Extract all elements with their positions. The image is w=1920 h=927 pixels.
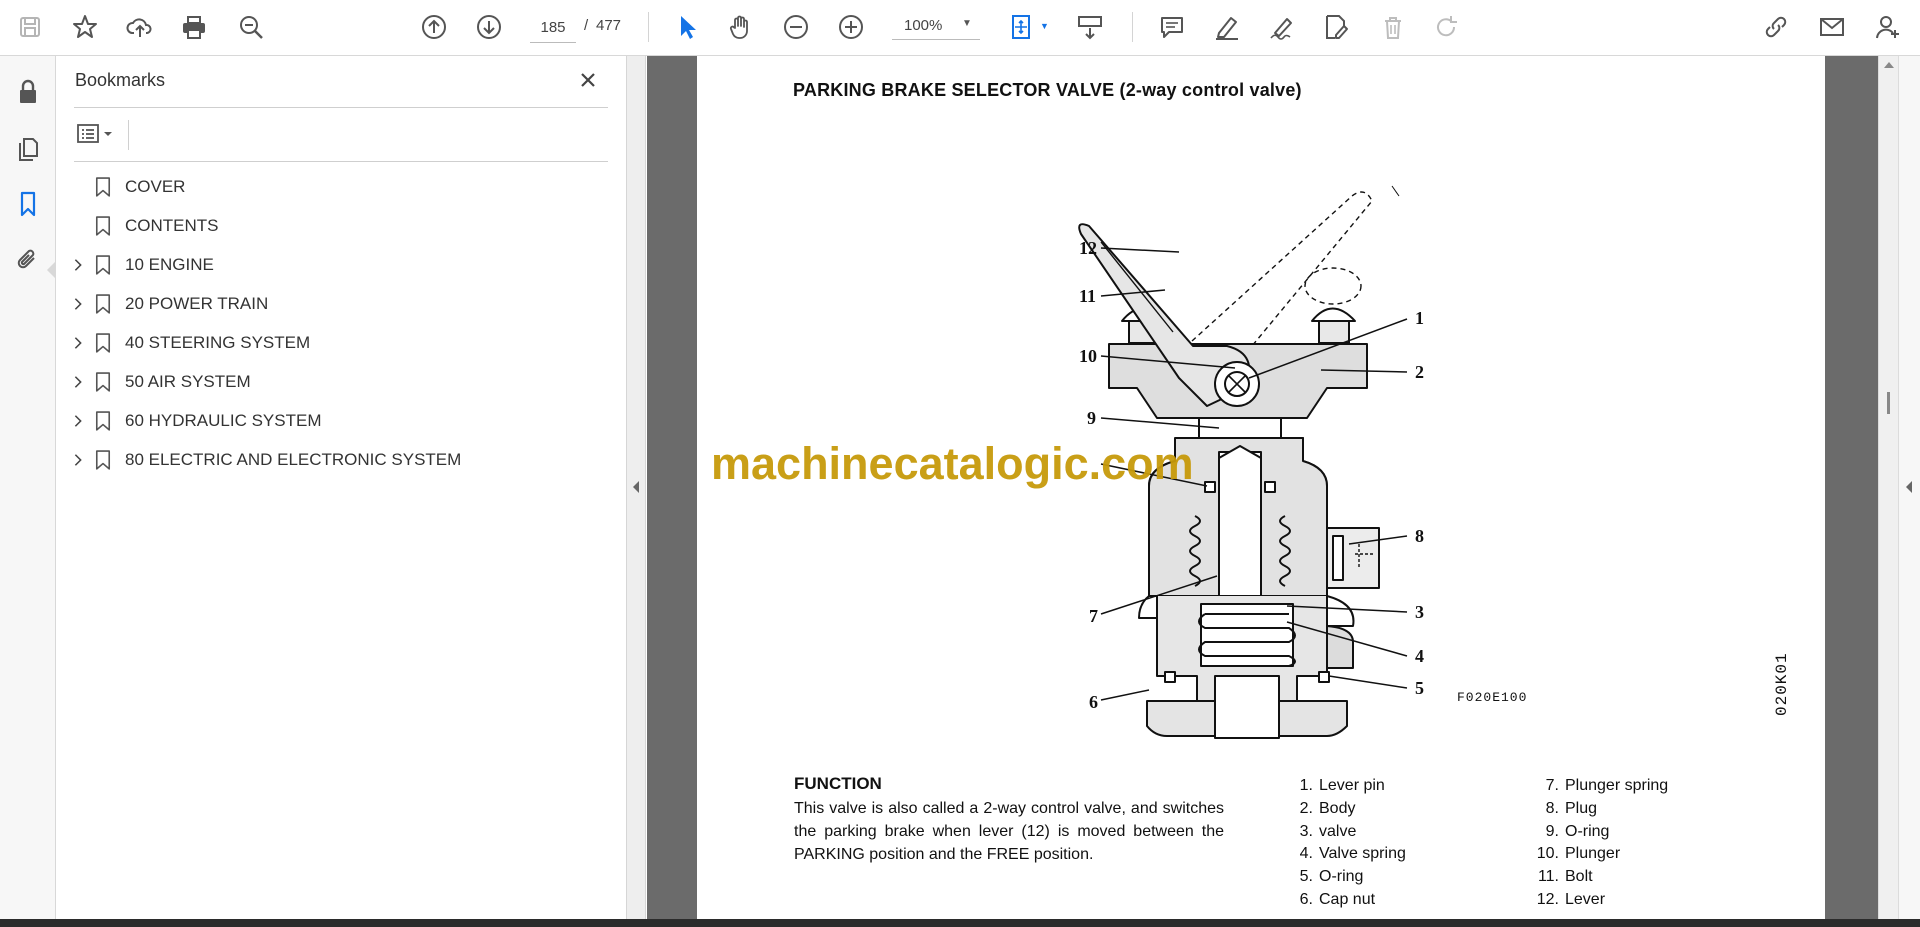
part-item [1531, 775, 1668, 798]
expand-arrow-icon [1906, 481, 1912, 493]
zoom-level-value: 100% [904, 17, 943, 34]
callout-5: 5 [1415, 678, 1424, 698]
function-text: This valve is also called a 2-way control valve, and switches the parking brake when lever (12) is moved between the PARKING position and the FREE position. [794, 800, 1224, 863]
page-side-code: 020K01 [1773, 652, 1791, 716]
bookmark-item[interactable] [56, 169, 616, 205]
part-number: 9. [1545, 822, 1559, 840]
page-fit-icon[interactable] [1006, 11, 1038, 43]
toolbar-divider [1132, 12, 1133, 42]
part-item [1295, 798, 1406, 821]
page-separator: / [584, 17, 589, 34]
part-number: 1. [1299, 777, 1313, 794]
bookmark-icon [94, 176, 112, 198]
bookmark-item[interactable] [56, 208, 616, 244]
part-name: Valve spring [1319, 845, 1406, 863]
bookmark-options-button[interactable] [76, 120, 124, 148]
part-item [1295, 775, 1406, 798]
callout-8: 8 [1415, 526, 1424, 546]
sign-pen-icon[interactable] [1266, 11, 1298, 43]
select-cursor-icon[interactable] [671, 11, 703, 43]
page-title: PARKING BRAKE SELECTOR VALVE (2-way control valve) [793, 80, 1302, 100]
top-toolbar [0, 0, 1920, 56]
part-name: Lever pin [1319, 777, 1385, 794]
toolbar-divider [648, 12, 649, 42]
function-heading: FUNCTION [794, 774, 882, 793]
pdf-page [697, 56, 1825, 919]
taskbar-strip [0, 919, 1920, 927]
part-number: 12. [1536, 890, 1559, 908]
chevron-right-icon[interactable] [70, 335, 86, 351]
watermark: machinecatalogic.com [711, 438, 1194, 489]
bookmark-panel-icon[interactable] [12, 188, 44, 220]
chevron-right-icon[interactable] [70, 413, 86, 429]
callout-1: 1 [1415, 308, 1424, 328]
part-item [1531, 798, 1668, 821]
callout-4: 4 [1415, 646, 1424, 666]
bookmark-icon [94, 410, 112, 432]
part-item [1295, 843, 1406, 866]
previous-page-icon[interactable] [418, 11, 450, 43]
collapse-panel-handle[interactable] [626, 56, 646, 927]
bookmark-icon [94, 371, 112, 393]
bookmark-label: 80 ELECTRIC AND ELECTRONIC SYSTEM [125, 450, 462, 469]
figure-code: F020E100 [1457, 690, 1528, 705]
part-item [1295, 889, 1406, 912]
scroll-up-icon[interactable] [1884, 62, 1894, 68]
delete-icon[interactable] [1377, 11, 1409, 43]
bookmark-label: 40 STEERING SYSTEM [125, 333, 311, 352]
bookmark-icon [94, 293, 112, 315]
hand-tool-icon[interactable] [725, 11, 757, 43]
part-number: 6. [1299, 890, 1313, 908]
next-page-icon[interactable] [473, 11, 505, 43]
right-panel-toggle[interactable] [1898, 56, 1920, 919]
part-number: 2. [1299, 799, 1313, 817]
callout-7: 7 [1089, 606, 1098, 626]
chevron-right-icon[interactable] [70, 257, 86, 273]
cloud-upload-icon[interactable] [124, 11, 156, 43]
zoom-search-icon[interactable] [235, 11, 267, 43]
left-navigation-rail [0, 56, 56, 927]
bookmark-icon [94, 254, 112, 276]
callout-11: 11 [1079, 286, 1097, 306]
list-options-icon [76, 122, 116, 146]
chevron-down-icon[interactable]: ▼ [962, 18, 972, 29]
active-panel-pointer [47, 262, 55, 278]
part-item [1295, 866, 1406, 889]
bookmarks-panel [56, 56, 626, 927]
bookmark-label: 10 ENGINE [125, 255, 214, 274]
add-user-icon[interactable] [1872, 11, 1904, 43]
part-name: O-ring [1319, 868, 1364, 886]
part-number: 5. [1299, 868, 1313, 886]
document-viewer[interactable] [647, 56, 1878, 919]
star-icon[interactable] [69, 11, 101, 43]
scroll-mode-icon[interactable] [1074, 11, 1106, 43]
save-icon[interactable] [14, 11, 46, 43]
lock-icon[interactable] [12, 76, 44, 108]
page-fit-chevron-icon[interactable]: ▼ [1040, 21, 1049, 31]
part-name: Plunger [1565, 845, 1621, 863]
part-number: 7. [1545, 777, 1559, 794]
chevron-right-icon[interactable] [70, 452, 86, 468]
parts-list-left [1295, 775, 1406, 912]
part-item [1295, 821, 1406, 844]
page-total: 477 [596, 17, 622, 34]
chevron-right-icon[interactable] [70, 374, 86, 390]
part-name: Lever [1565, 890, 1606, 908]
bookmark-item[interactable] [56, 247, 616, 283]
bookmark-icon [94, 332, 112, 354]
bookmark-icon [94, 449, 112, 471]
bookmark-item[interactable] [56, 364, 616, 400]
panel-divider [74, 107, 608, 108]
bookmark-item[interactable] [56, 325, 616, 361]
highlight-pen-icon[interactable] [1211, 11, 1243, 43]
part-number: 11. [1537, 868, 1559, 886]
part-number: 4. [1299, 845, 1313, 863]
bookmark-item[interactable] [56, 403, 616, 439]
part-name: Plunger spring [1565, 777, 1669, 794]
panel-divider [74, 161, 608, 162]
email-icon[interactable] [1816, 11, 1848, 43]
part-item [1531, 889, 1668, 912]
close-icon[interactable] [574, 66, 602, 94]
bookmark-item[interactable] [56, 442, 616, 478]
part-number: 10. [1536, 845, 1559, 863]
print-icon[interactable] [178, 11, 210, 43]
vertical-scrollbar[interactable] [1878, 56, 1898, 919]
options-divider [128, 120, 129, 150]
scrollbar-thumb[interactable] [1887, 392, 1890, 414]
bookmark-label: COVER [125, 177, 186, 196]
part-item [1531, 821, 1668, 844]
bookmarks-title: Bookmarks [75, 70, 166, 90]
part-number: 3. [1299, 822, 1313, 840]
part-name: Cap nut [1319, 890, 1376, 908]
part-name: Bolt [1565, 868, 1593, 886]
redo-icon[interactable] [1431, 11, 1463, 43]
part-name: O-ring [1565, 822, 1610, 840]
callout-6: 6 [1089, 692, 1098, 712]
part-number: 8. [1545, 799, 1559, 817]
bookmark-item[interactable] [56, 286, 616, 322]
bookmark-label: 60 HYDRAULIC SYSTEM [125, 411, 322, 430]
part-item [1531, 843, 1668, 866]
part-name: Plug [1565, 799, 1598, 817]
callout-3: 3 [1415, 602, 1424, 622]
chevron-right-icon[interactable] [70, 296, 86, 312]
callout-9: 9 [1087, 408, 1096, 428]
callout-12: 12 [1079, 238, 1097, 258]
valve-diagram [997, 156, 1477, 712]
bookmark-label: 20 POWER TRAIN [125, 294, 269, 313]
parts-list-right [1531, 775, 1668, 912]
part-name: valve [1319, 822, 1357, 840]
zoom-in-icon[interactable] [835, 11, 867, 43]
attachment-icon[interactable] [12, 244, 44, 276]
page-thumbnails-icon[interactable] [12, 133, 44, 165]
part-item [1531, 866, 1668, 889]
page-number-input[interactable] [530, 12, 576, 43]
bookmark-icon [94, 215, 112, 237]
share-link-icon[interactable] [1760, 11, 1792, 43]
bookmark-label: 50 AIR SYSTEM [125, 372, 251, 391]
callout-10: 10 [1079, 346, 1097, 366]
callout-2: 2 [1415, 362, 1424, 382]
bookmark-label: CONTENTS [125, 216, 219, 235]
edit-pdf-icon[interactable] [1320, 11, 1352, 43]
collapse-arrow-icon [633, 481, 639, 493]
zoom-out-icon[interactable] [780, 11, 812, 43]
comment-icon[interactable] [1156, 11, 1188, 43]
part-name: Body [1319, 799, 1356, 817]
